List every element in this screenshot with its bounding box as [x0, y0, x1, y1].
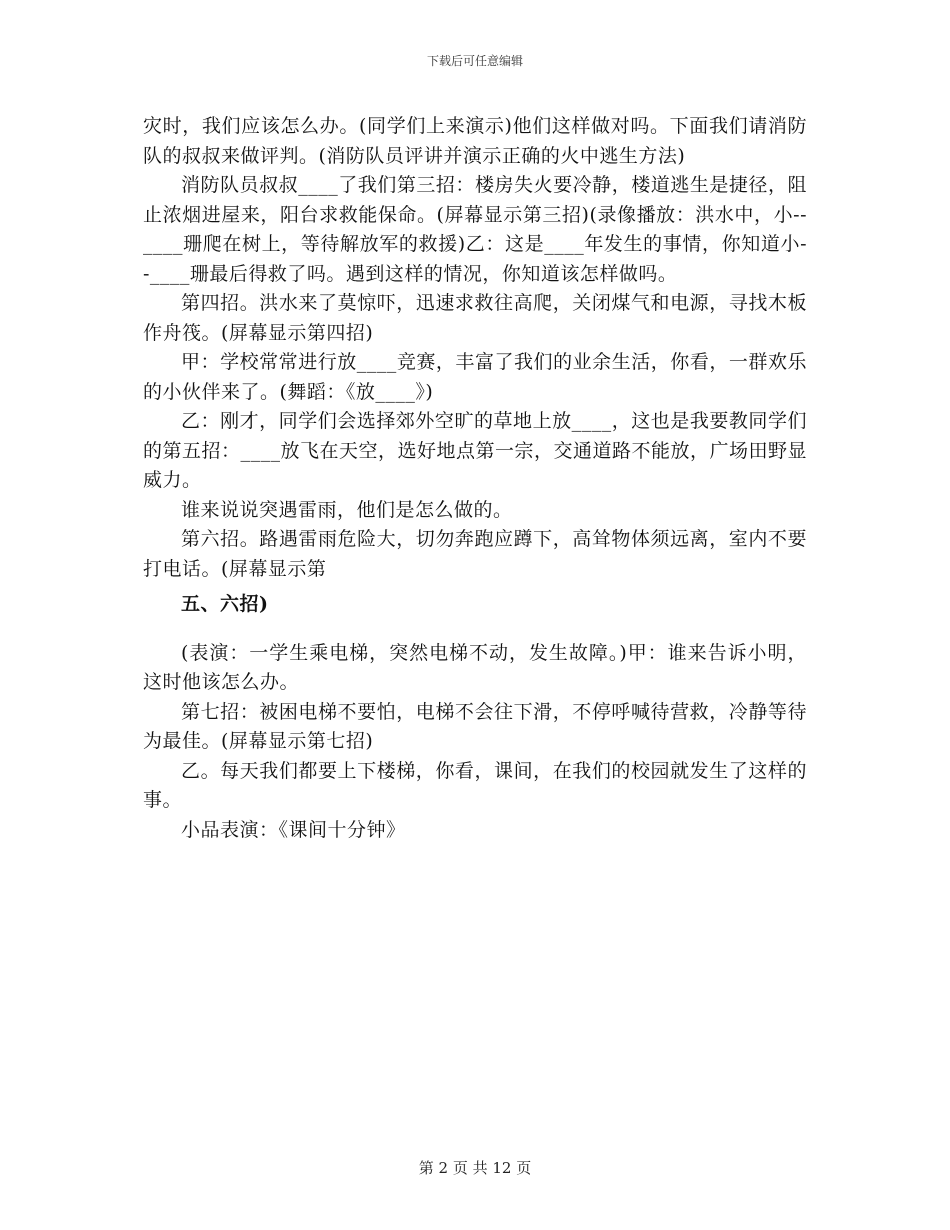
paragraph-kite-dance: 甲：学校常常进行放____竞赛，丰富了我们的业余生活，你看，一群欢乐的小伙伴来了。(舞蹈：《放____》)	[143, 351, 807, 403]
document-body	[143, 112, 807, 845]
paragraph-fourth-tip: 第四招。洪水来了莫惊吓，迅速求救往高爬，关闭煤气和电源，寻找木板作舟筏。(屏幕显示第四招)	[143, 292, 807, 344]
page-header: 下载后可任意编辑	[426, 54, 523, 68]
paragraph-seventh-tip: 第七招：被困电梯不要怕，电梯不会往下滑，不停呼喊待营救，冷静等待为最佳。(屏幕显示第七招)	[143, 700, 807, 752]
heading-five-six-tips: 五、六招)	[181, 593, 269, 615]
paragraph-third-tip: 消防队员叔叔____了我们第三招：楼房失火要冷静，楼道逃生是捷径，阻止浓烟进屋来，阳台求救能保命。(屏幕显示第三招)(录像播放：洪水中，小--____珊爬在树上，等待解放军的救援)乙：这是____年发生的事情，你知道小--____珊最后得救了吗。遇到这样的情况，你知道该怎样做吗。	[143, 174, 807, 285]
paragraph-fire-escape-intro: 灾时，我们应该怎么办。(同学们上来演示)他们这样做对吗。下面我们请消防队的叔叔来做评判。(消防队员评讲并演示正确的火中逃生方法)	[143, 115, 807, 167]
paragraph-elevator-skit: (表演：一学生乘电梯，突然电梯不动，发生故障。)甲：谁来告诉小明，这时他该怎么办。	[143, 641, 807, 693]
page-number: 第 2 页 共 12 页	[418, 1159, 532, 1177]
paragraph-fifth-tip: 乙：刚才，同学们会选择郊外空旷的草地上放____，这也是我要教同学们的第五招：____放飞在天空，选好地点第一宗，交通道路不能放，广场田野显威力。	[143, 410, 808, 491]
paragraph-skit-title: 小品表演：《课间十分钟》	[181, 818, 406, 841]
paragraph-sixth-tip: 第六招。路遇雷雨危险大，切勿奔跑应蹲下，高耸物体须远离，室内不要打电话。(屏幕显示第	[143, 528, 807, 580]
paragraph-stairs: 乙。每天我们都要上下楼梯，你看，课间，在我们的校园就发生了这样的事。	[143, 759, 807, 811]
paragraph-thunder-question: 谁来说说突遇雷雨，他们是怎么做的。	[181, 498, 513, 521]
